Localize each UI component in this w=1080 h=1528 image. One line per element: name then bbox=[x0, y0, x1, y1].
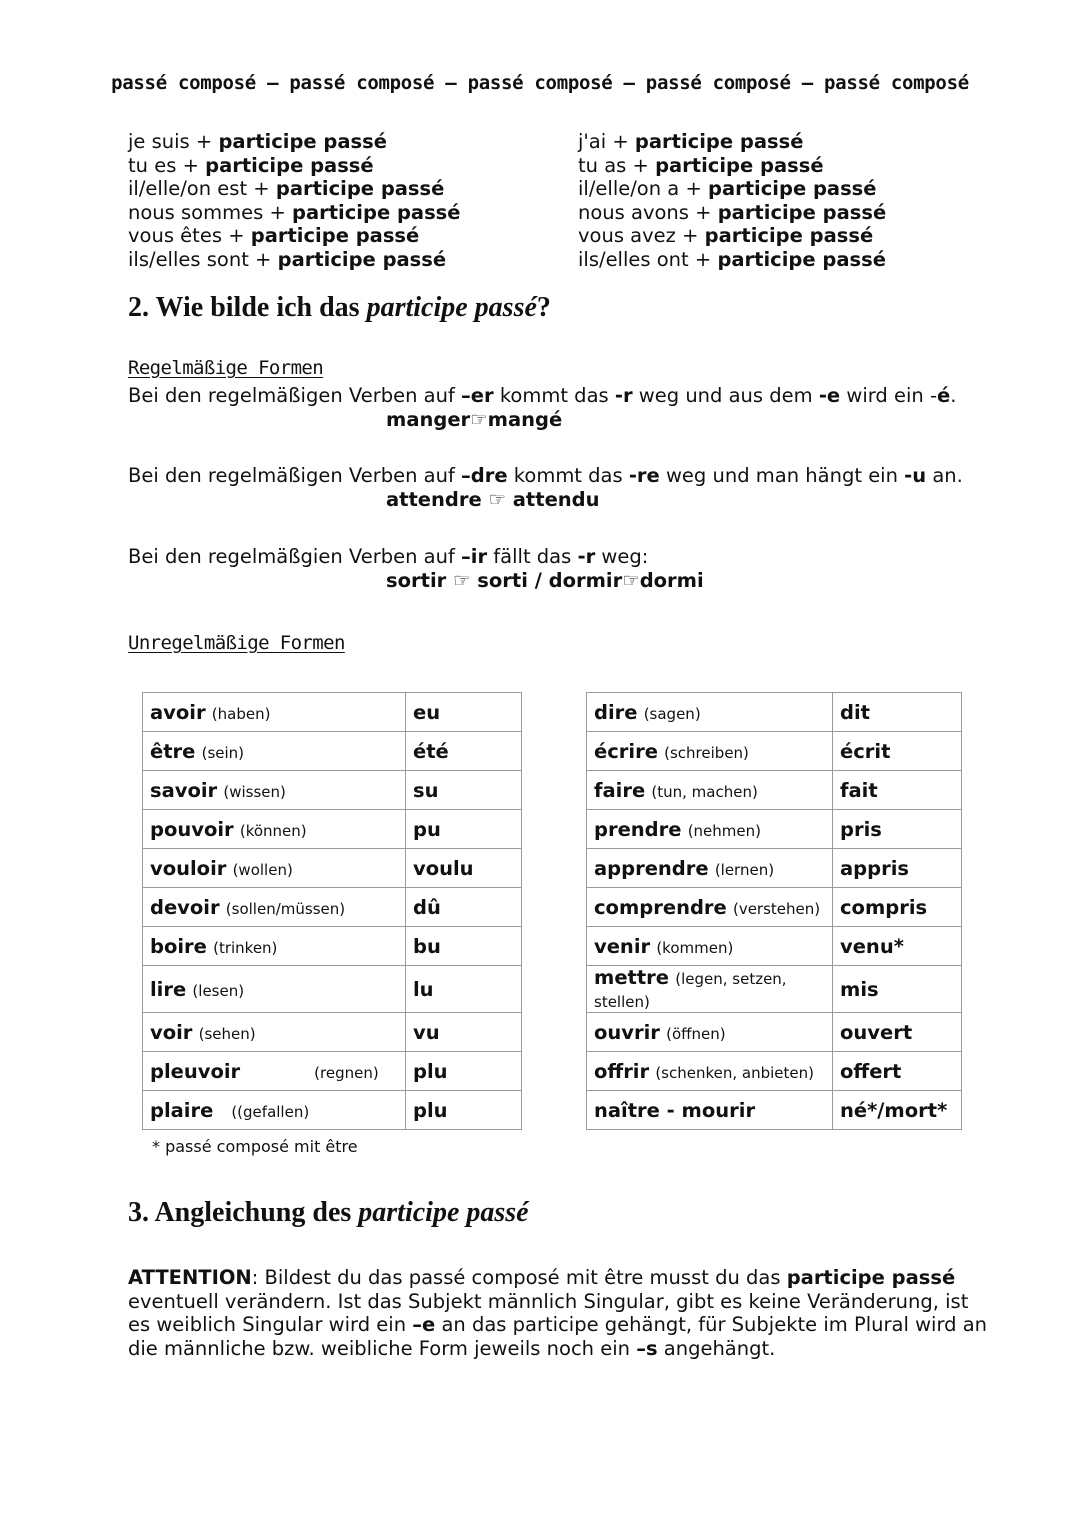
irregular-verbs-table bbox=[142, 692, 962, 1130]
conj-row: je suis + participe passé bbox=[128, 130, 387, 153]
gap-cell bbox=[522, 810, 587, 849]
table-row bbox=[143, 849, 962, 888]
conj-row: nous sommes + participe passé bbox=[128, 200, 461, 224]
section-3-heading: 3. Angleichung des participe passé bbox=[128, 1197, 529, 1228]
participle-cell: pu bbox=[406, 810, 522, 849]
gap-cell bbox=[522, 1091, 587, 1130]
verb-cell: venir (kommen) bbox=[587, 927, 833, 966]
gap-cell bbox=[522, 1013, 587, 1052]
example-ir: sortir ☞ sorti / dormir☞dormi bbox=[386, 569, 704, 592]
participle-cell: plu bbox=[406, 1091, 522, 1130]
verb-cell: prendre (nehmen) bbox=[587, 810, 833, 849]
verb-cell: lire (lesen) bbox=[143, 966, 406, 1013]
verb-cell: naître - mourir bbox=[587, 1091, 833, 1130]
verb-cell: ouvrir (öffnen) bbox=[587, 1013, 833, 1052]
participle-cell: appris bbox=[833, 849, 962, 888]
participle-cell: eu bbox=[406, 693, 522, 732]
gap-cell bbox=[522, 927, 587, 966]
table-row bbox=[143, 888, 962, 927]
section-2-heading: 2. Wie bilde ich das participe passé? bbox=[128, 292, 551, 323]
verb-cell: plaire ((gefallen) bbox=[143, 1091, 406, 1130]
conj-row: il/elle/on a + participe passé bbox=[578, 177, 877, 201]
verb-cell: mettre (legen, setzen, stellen) bbox=[587, 966, 833, 1013]
verb-cell: être (sein) bbox=[143, 732, 406, 771]
page-header: passé composé – passé composé – passé composé – passé composé – passé composé bbox=[111, 72, 969, 94]
verb-cell: devoir (sollen/müssen) bbox=[143, 888, 406, 927]
verb-cell: savoir (wissen) bbox=[143, 771, 406, 810]
table-row bbox=[143, 771, 962, 810]
participle-cell: lu bbox=[406, 966, 522, 1013]
irregular-forms-title: Unregelmäßige Formen bbox=[128, 632, 345, 654]
rule-er: Bei den regelmäßigen Verben auf –er kommt das -r weg und aus dem -e wird ein -é. bbox=[128, 384, 957, 407]
participle-cell: écrit bbox=[833, 732, 962, 771]
participle-cell: bu bbox=[406, 927, 522, 966]
participle-cell: né*/mort* bbox=[833, 1091, 962, 1130]
participle-cell: compris bbox=[833, 888, 962, 927]
gap-cell bbox=[522, 966, 587, 1013]
participle-cell: ouvert bbox=[833, 1013, 962, 1052]
example-er: manger☞mangé bbox=[386, 408, 563, 431]
gap-cell bbox=[522, 732, 587, 771]
participle-cell: mis bbox=[833, 966, 962, 1013]
conj-row: ils/elles sont + participe passé bbox=[128, 247, 447, 271]
table-row bbox=[143, 1052, 962, 1091]
verb-cell: comprendre (verstehen) bbox=[587, 888, 833, 927]
verb-cell: avoir (haben) bbox=[143, 693, 406, 732]
conjugation-avoir bbox=[578, 130, 886, 272]
verb-cell: écrire (schreiben) bbox=[587, 732, 833, 771]
conjugation-etre bbox=[128, 130, 461, 272]
verb-cell: pouvoir (können) bbox=[143, 810, 406, 849]
conj-row: tu as + participe passé bbox=[578, 153, 824, 177]
footnote: * passé composé mit être bbox=[152, 1137, 358, 1156]
rule-dre: Bei den regelmäßigen Verben auf –dre kommt das -re weg und man hängt ein -u an. bbox=[128, 464, 963, 487]
verb-cell: pleuvoir (regnen) bbox=[143, 1052, 406, 1091]
table-row bbox=[143, 1091, 962, 1130]
verb-cell: vouloir (wollen) bbox=[143, 849, 406, 888]
participle-cell: voulu bbox=[406, 849, 522, 888]
participle-cell: pris bbox=[833, 810, 962, 849]
participle-cell: offert bbox=[833, 1052, 962, 1091]
table-row bbox=[143, 966, 962, 1013]
conj-row: vous êtes + participe passé bbox=[128, 224, 420, 248]
attention-paragraph: ATTENTION: Bildest du das passé composé mit être musst du das participe passé eventuell verändern. Ist das Subjekt männlich Singular, gibt es keine Veränderung, ist es weiblich Singular wird ein –e an das participe gehängt, für Subjekte im Plural wird an die männliche bzw. weibliche Form jeweils noch ein –s angehängt. bbox=[128, 1266, 987, 1360]
gap-cell bbox=[522, 693, 587, 732]
conj-row: tu es + participe passé bbox=[128, 153, 374, 177]
participle-cell: su bbox=[406, 771, 522, 810]
gap-cell bbox=[522, 888, 587, 927]
participle-cell: vu bbox=[406, 1013, 522, 1052]
gap-cell bbox=[522, 771, 587, 810]
participle-cell: dit bbox=[833, 693, 962, 732]
gap-cell bbox=[522, 1052, 587, 1091]
table-row bbox=[143, 732, 962, 771]
regular-forms-title: Regelmäßige Formen bbox=[128, 357, 324, 379]
participle-cell: dû bbox=[406, 888, 522, 927]
participle-cell: plu bbox=[406, 1052, 522, 1091]
table-row bbox=[143, 810, 962, 849]
verb-cell: faire (tun, machen) bbox=[587, 771, 833, 810]
verb-cell: offrir (schenken, anbieten) bbox=[587, 1052, 833, 1091]
gap-cell bbox=[522, 849, 587, 888]
conj-row: nous avons + participe passé bbox=[578, 200, 887, 224]
example-dre: attendre ☞ attendu bbox=[386, 488, 600, 511]
table-row bbox=[143, 1013, 962, 1052]
verb-cell: voir (sehen) bbox=[143, 1013, 406, 1052]
conj-row: il/elle/on est + participe passé bbox=[128, 177, 445, 201]
participle-cell: venu* bbox=[833, 927, 962, 966]
verb-cell: apprendre (lernen) bbox=[587, 849, 833, 888]
verb-cell: dire (sagen) bbox=[587, 693, 833, 732]
conj-row: ils/elles ont + participe passé bbox=[578, 247, 886, 271]
table-row bbox=[143, 693, 962, 732]
verb-cell: boire (trinken) bbox=[143, 927, 406, 966]
rule-ir: Bei den regelmäßgien Verben auf –ir fällt das -r weg: bbox=[128, 545, 649, 568]
participle-cell: fait bbox=[833, 771, 962, 810]
participle-cell: été bbox=[406, 732, 522, 771]
conj-row: j'ai + participe passé bbox=[578, 130, 804, 153]
table-row bbox=[143, 927, 962, 966]
conj-row: vous avez + participe passé bbox=[578, 224, 874, 248]
